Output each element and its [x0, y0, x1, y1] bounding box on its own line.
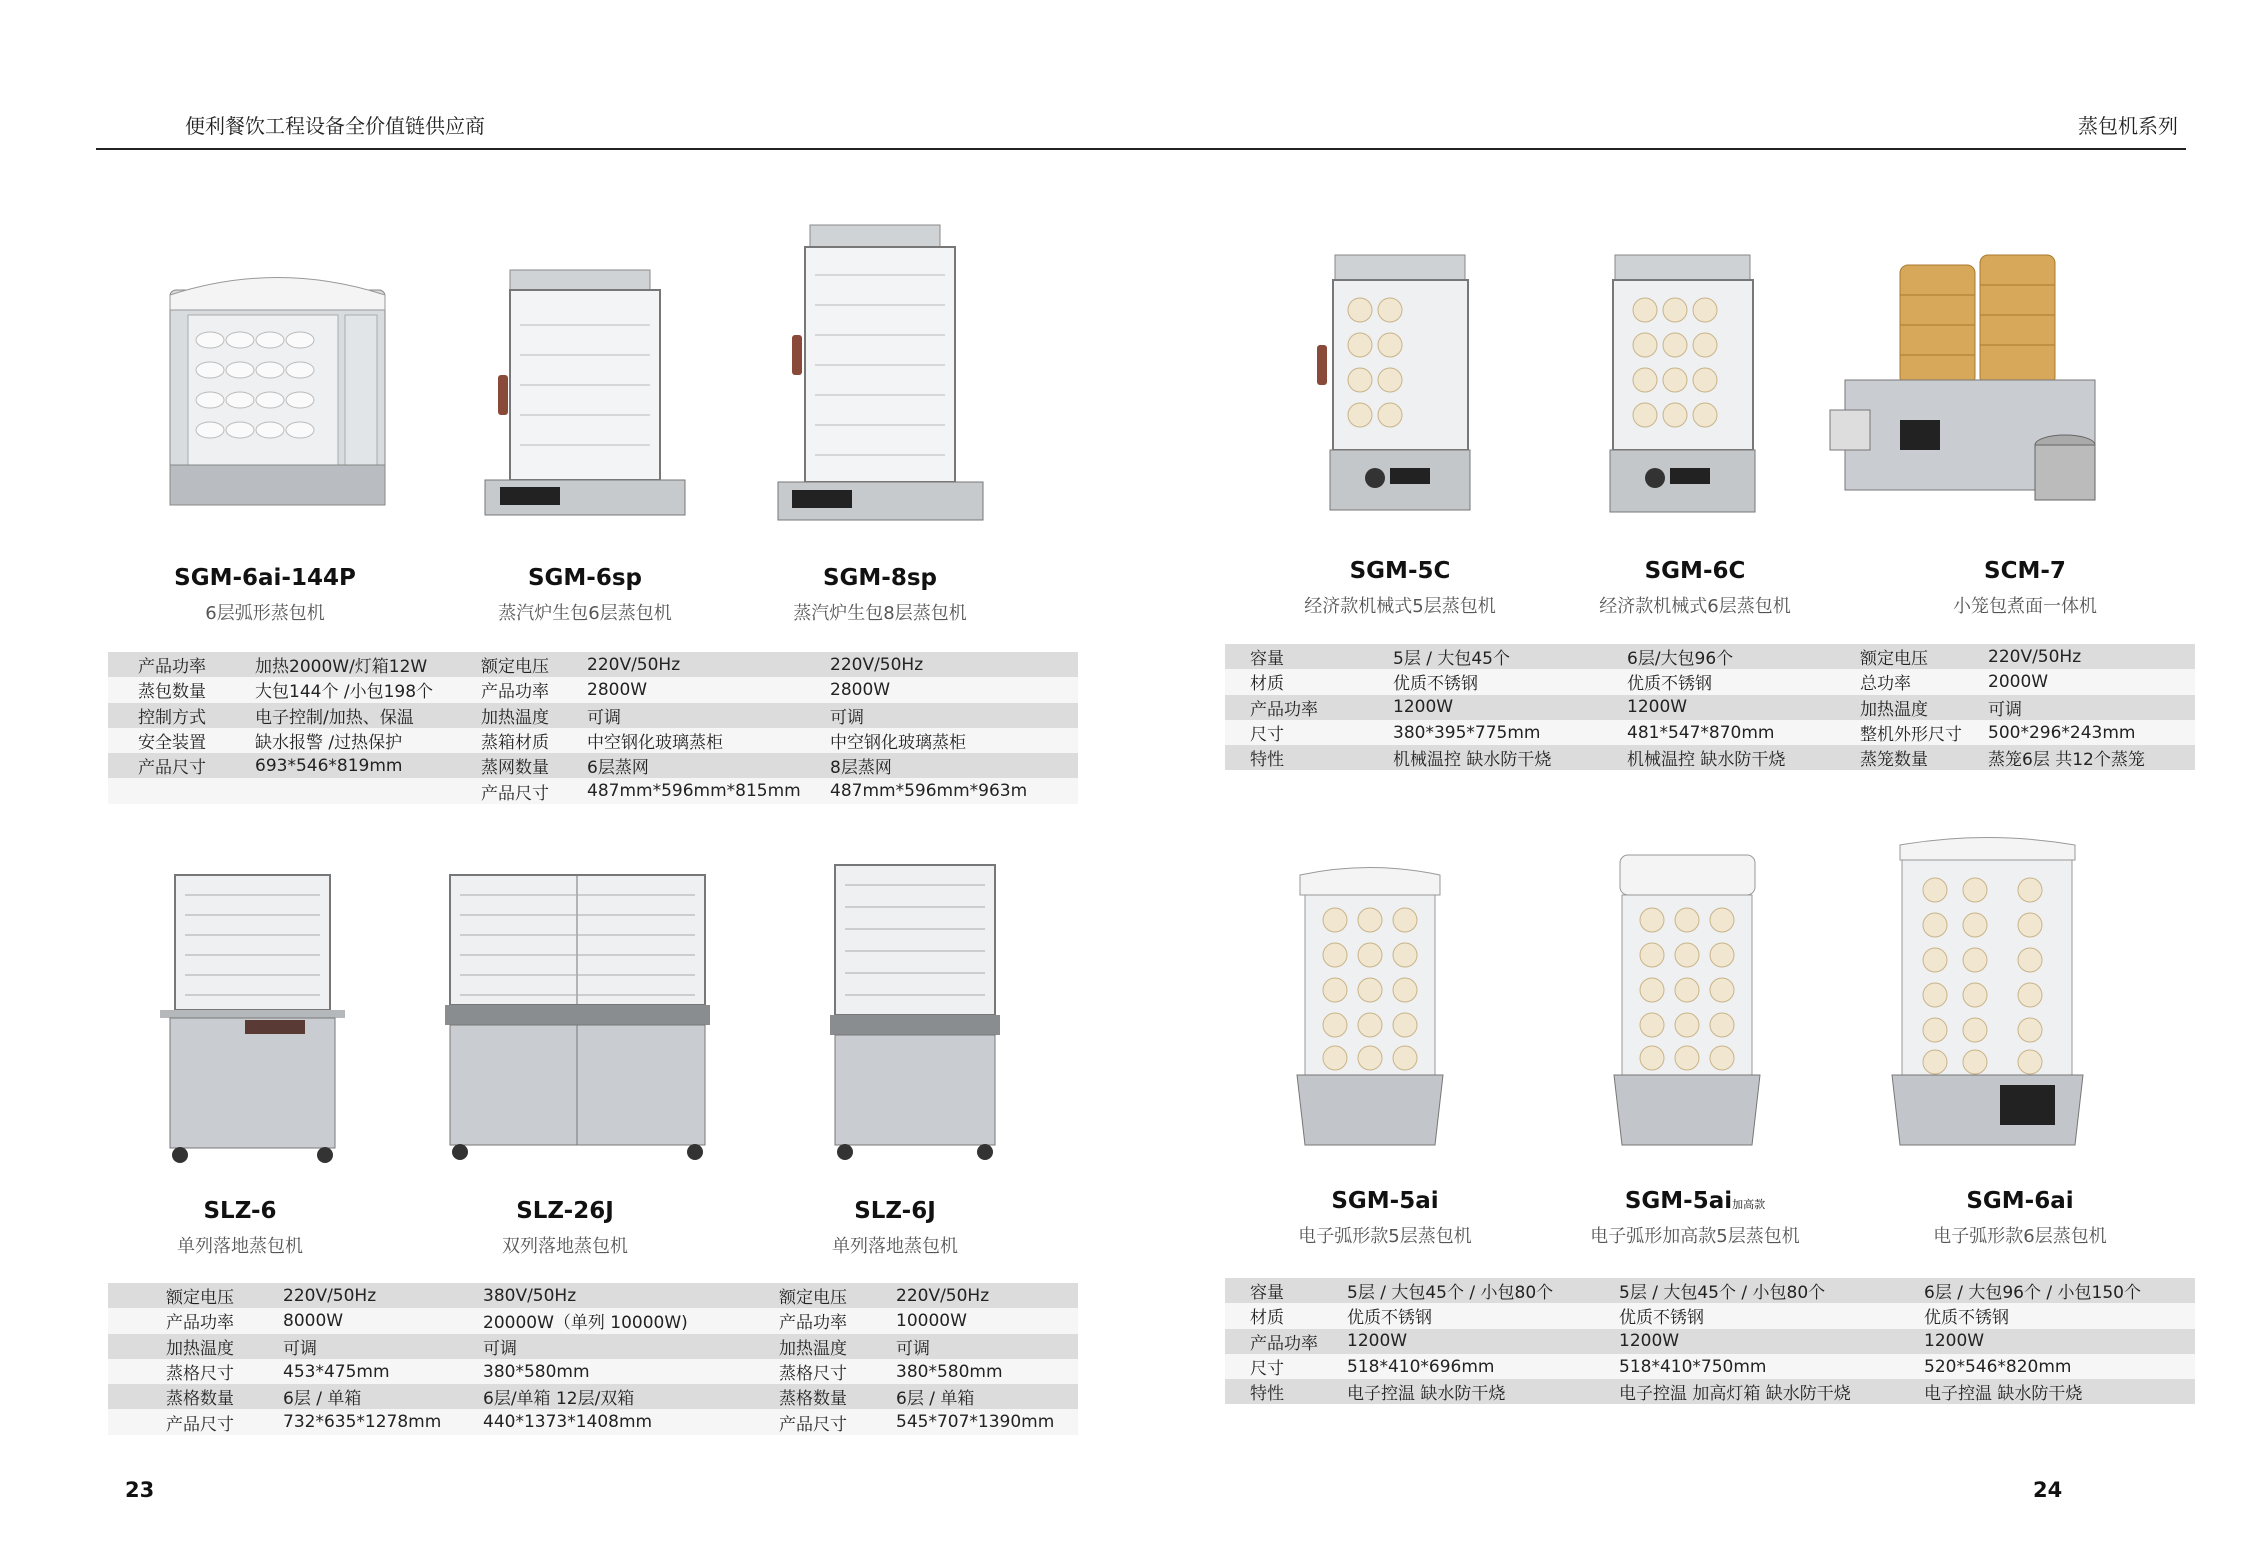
table-row: [1225, 669, 2195, 694]
spec-value: 可调: [896, 1334, 1078, 1359]
spec-label: 蒸包数量: [108, 677, 255, 702]
spec-value: 5层 / 大包45个: [1393, 644, 1627, 669]
spec-value: 可调: [587, 703, 830, 728]
spec-value: 机械温控 缺水防干烧: [1393, 745, 1627, 770]
spec-value: 电子控温 加高灯箱 缺水防干烧: [1619, 1379, 1924, 1404]
product-sgm-6ai: [1905, 1188, 2135, 1248]
spec-value: 6层 / 单箱: [283, 1384, 483, 1409]
spec-value: 500*296*243mm: [1988, 720, 2195, 745]
spec-label: 材质: [1225, 669, 1393, 694]
product-model: SLZ-26J: [516, 1198, 614, 1224]
table-row: [108, 652, 1078, 677]
steamer-slz-6j-image: [825, 860, 1005, 1165]
product-scm-7: [1915, 558, 2135, 618]
spec-value: 优质不锈钢: [1924, 1303, 2195, 1328]
spec-value: 优质不锈钢: [1627, 669, 1860, 694]
spec-table-top-left: [108, 652, 1078, 804]
product-sgm-5ai-tall: [1560, 1188, 1830, 1248]
spec-value: 545*707*1390mm: [896, 1409, 1078, 1434]
product-sgm-6ai-144p: [155, 565, 375, 625]
spec-value: [255, 778, 481, 803]
spec-value: 机械温控 缺水防干烧: [1627, 745, 1860, 770]
table-row: [108, 1283, 1078, 1308]
spec-value: 520*546*820mm: [1924, 1354, 2195, 1379]
spec-value: 加热2000W/灯箱12W: [255, 652, 481, 677]
product-description: 双列落地蒸包机: [502, 1236, 628, 1257]
product-slz-26j: [465, 1198, 665, 1258]
page-number-right: 24: [2033, 1478, 2063, 1502]
product-model: SGM-6sp: [527, 565, 643, 591]
steamer-scm-7-image: [1820, 250, 2110, 525]
table-row: [108, 703, 1078, 728]
spec-value: 2800W: [830, 677, 1078, 702]
page-number-left: 23: [125, 1478, 155, 1502]
spec-value: 1200W: [1627, 695, 1860, 720]
product-description: 电子弧形加高款5层蒸包机: [1590, 1226, 1800, 1247]
table-row: [108, 778, 1078, 803]
steamer-sgm-6c-image: [1575, 250, 1795, 525]
spec-label: 容量: [1225, 1278, 1347, 1303]
spec-value: 大包144个 /小包198个: [255, 677, 481, 702]
spec-value: 440*1373*1408mm: [483, 1409, 779, 1434]
spec-label: 特性: [1225, 745, 1393, 770]
spec-label: 产品尺寸: [481, 778, 587, 803]
spec-value: 380V/50Hz: [483, 1283, 779, 1308]
steamer-slz-26j-image: [440, 870, 715, 1165]
spec-value: 481*547*870mm: [1627, 720, 1860, 745]
spec-label: 尺寸: [1225, 720, 1393, 745]
spec-value: 518*410*696mm: [1347, 1354, 1619, 1379]
spec-value: 电子控温 缺水防干烧: [1347, 1379, 1619, 1404]
spec-label: 安全装置: [108, 728, 255, 753]
spec-label: 产品功率: [108, 1308, 283, 1333]
product-description: 经济款机械式5层蒸包机: [1304, 596, 1496, 617]
product-model: SGM-6C: [1644, 558, 1746, 584]
product-sgm-5ai: [1270, 1188, 1500, 1248]
spec-label: 容量: [1225, 644, 1393, 669]
product-model: SGM-5ai: [1624, 1188, 1733, 1214]
spec-value: 380*395*775mm: [1393, 720, 1627, 745]
product-description: 经济款机械式6层蒸包机: [1599, 596, 1791, 617]
steamer-sgm-6ai-144p-image: [160, 265, 395, 510]
product-model: SLZ-6: [203, 1198, 277, 1224]
product-slz-6j: [795, 1198, 995, 1258]
spec-label: 产品功率: [1225, 1329, 1347, 1354]
spec-value: 可调: [283, 1334, 483, 1359]
table-row: [108, 1308, 1078, 1333]
spec-value: 220V/50Hz: [830, 652, 1078, 677]
spec-value: 优质不锈钢: [1347, 1303, 1619, 1328]
spec-label: 产品尺寸: [779, 1409, 896, 1434]
product-slz-6: [140, 1198, 340, 1258]
product-model: SCM-7: [1984, 558, 2066, 584]
product-sgm-6c: [1575, 558, 1815, 618]
spec-value: 缺水报警 /过热保护: [255, 728, 481, 753]
table-row: [108, 1409, 1078, 1434]
spec-label: 额定电压: [481, 652, 587, 677]
product-description: 蒸汽炉生包8层蒸包机: [793, 603, 967, 624]
spec-value: 5层 / 大包45个 / 小包80个: [1619, 1278, 1924, 1303]
spec-label: 尺寸: [1225, 1354, 1347, 1379]
product-sgm-6sp: [475, 565, 695, 625]
spec-label: 总功率: [1860, 669, 1988, 694]
spec-value: 可调: [830, 703, 1078, 728]
table-row: [1225, 745, 2195, 770]
steamer-sgm-5ai-tall-image: [1600, 850, 1775, 1150]
spec-label: 蒸网数量: [481, 753, 587, 778]
spec-value: 优质不锈钢: [1619, 1303, 1924, 1328]
spec-value: 693*546*819mm: [255, 753, 481, 778]
header-rule: [96, 148, 2186, 150]
spec-label: 产品功率: [481, 677, 587, 702]
table-row: [1225, 1278, 2195, 1303]
spec-value: 380*580mm: [896, 1359, 1078, 1384]
product-model: SLZ-6J: [854, 1198, 936, 1224]
spec-value: 可调: [1988, 695, 2195, 720]
table-row: [108, 1384, 1078, 1409]
spec-label: 材质: [1225, 1303, 1347, 1328]
spec-label: 蒸格数量: [108, 1384, 283, 1409]
spec-value: 453*475mm: [283, 1359, 483, 1384]
spec-label: 蒸格数量: [779, 1384, 896, 1409]
spec-value: 2000W: [1988, 669, 2195, 694]
product-sgm-8sp: [770, 565, 990, 625]
table-row: [1225, 1354, 2195, 1379]
spec-label: 控制方式: [108, 703, 255, 728]
table-row: [108, 1334, 1078, 1359]
spec-label: 蒸箱材质: [481, 728, 587, 753]
spec-value: 8000W: [283, 1308, 483, 1333]
spec-value: 中空钢化玻璃蒸柜: [587, 728, 830, 753]
spec-value: 1200W: [1393, 695, 1627, 720]
table-row: [1225, 720, 2195, 745]
table-row: [1225, 1329, 2195, 1354]
spec-value: 380*580mm: [483, 1359, 779, 1384]
spec-value: 220V/50Hz: [896, 1283, 1078, 1308]
spec-value: 220V/50Hz: [283, 1283, 483, 1308]
header-right-title: 蒸包机系列: [2078, 114, 2178, 138]
product-sgm-5c: [1280, 558, 1520, 618]
product-model: SGM-5C: [1349, 558, 1451, 584]
spec-label: 蒸格尺寸: [779, 1359, 896, 1384]
spec-value: 6层 / 单箱: [896, 1384, 1078, 1409]
spec-label: 加热温度: [481, 703, 587, 728]
spec-value: 电子控温 缺水防干烧: [1924, 1379, 2195, 1404]
product-model: SGM-6ai: [1966, 1188, 2074, 1214]
spec-label: 加热温度: [779, 1334, 896, 1359]
spec-value: 487mm*596mm*815mm: [587, 778, 830, 803]
spec-value: 220V/50Hz: [587, 652, 830, 677]
spec-value: 1200W: [1619, 1329, 1924, 1354]
steamer-sgm-5c-image: [1275, 250, 1495, 520]
spec-label: 整机外形尺寸: [1860, 720, 1988, 745]
spec-value: 电子控制/加热、保温: [255, 703, 481, 728]
spec-label: 产品功率: [1225, 695, 1393, 720]
steamer-sgm-6ai-image: [1880, 830, 2095, 1155]
product-model: SGM-5ai: [1331, 1188, 1439, 1214]
spec-value: 10000W: [896, 1308, 1078, 1333]
steamer-sgm-5ai-image: [1285, 860, 1455, 1150]
spec-value: 1200W: [1924, 1329, 2195, 1354]
product-model: SGM-8sp: [822, 565, 938, 591]
spec-value: 优质不锈钢: [1393, 669, 1627, 694]
spec-value: 220V/50Hz: [1988, 644, 2195, 669]
steamer-slz-6-image: [155, 870, 350, 1165]
spec-label: [108, 778, 255, 803]
spec-label: 加热温度: [108, 1334, 283, 1359]
spec-value: 732*635*1278mm: [283, 1409, 483, 1434]
product-model-suffix: 加高款: [1732, 1198, 1766, 1211]
spec-label: 额定电压: [1860, 644, 1988, 669]
table-row: [1225, 1379, 2195, 1404]
table-row: [108, 753, 1078, 778]
product-description: 单列落地蒸包机: [832, 1236, 958, 1257]
steamer-sgm-6sp-image: [480, 265, 690, 520]
spec-value: 5层 / 大包45个 / 小包80个: [1347, 1278, 1619, 1303]
spec-value: 可调: [483, 1334, 779, 1359]
spec-value: 蒸笼6层 共12个蒸笼: [1988, 745, 2195, 770]
header-left-title: 便利餐饮工程设备全价值链供应商: [185, 114, 485, 138]
product-description: 6层弧形蒸包机: [205, 603, 325, 624]
product-description: 小笼包煮面一体机: [1953, 596, 2097, 617]
spec-value: 487mm*596mm*963m: [830, 778, 1078, 803]
spec-value: 6层 / 大包96个 / 小包150个: [1924, 1278, 2195, 1303]
spec-value: 518*410*750mm: [1619, 1354, 1924, 1379]
spec-label: 产品尺寸: [108, 753, 255, 778]
product-description: 单列落地蒸包机: [177, 1236, 303, 1257]
spec-label: 加热温度: [1860, 695, 1988, 720]
table-row: [1225, 695, 2195, 720]
spec-value: 6层/大包96个: [1627, 644, 1860, 669]
spec-label: 额定电压: [108, 1283, 283, 1308]
spec-value: 20000W（单列 10000W): [483, 1308, 779, 1333]
spec-table-top-right: [1225, 644, 2195, 770]
spec-label: 特性: [1225, 1379, 1347, 1404]
spec-value: 1200W: [1347, 1329, 1619, 1354]
spec-value: 8层蒸网: [830, 753, 1078, 778]
spec-label: 产品功率: [779, 1308, 896, 1333]
product-model: SGM-6ai-144P: [174, 565, 356, 591]
spec-table-bottom-right: [1225, 1278, 2195, 1404]
spec-table-bottom-left: [108, 1283, 1078, 1435]
product-description: 电子弧形款5层蒸包机: [1298, 1226, 1472, 1247]
table-row: [108, 677, 1078, 702]
product-description: 电子弧形款6层蒸包机: [1933, 1226, 2107, 1247]
spec-value: 中空钢化玻璃蒸柜: [830, 728, 1078, 753]
product-description: 蒸汽炉生包6层蒸包机: [498, 603, 672, 624]
spec-label: 蒸笼数量: [1860, 745, 1988, 770]
spec-value: 2800W: [587, 677, 830, 702]
table-row: [108, 728, 1078, 753]
table-row: [1225, 1303, 2195, 1328]
table-row: [1225, 644, 2195, 669]
spec-label: 额定电压: [779, 1283, 896, 1308]
table-row: [108, 1359, 1078, 1384]
spec-value: 6层蒸网: [587, 753, 830, 778]
spec-label: 产品尺寸: [108, 1409, 283, 1434]
spec-label: 蒸格尺寸: [108, 1359, 283, 1384]
steamer-sgm-8sp-image: [770, 220, 990, 525]
spec-value: 6层/单箱 12层/双箱: [483, 1384, 779, 1409]
spec-label: 产品功率: [108, 652, 255, 677]
